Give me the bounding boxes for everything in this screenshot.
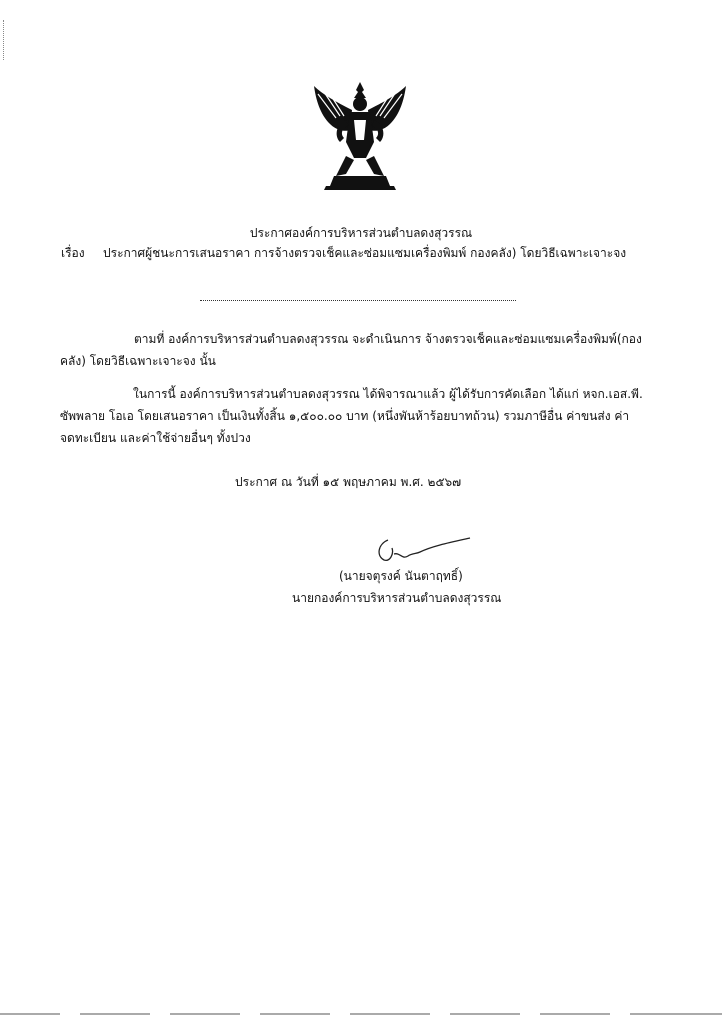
handwritten-signature bbox=[372, 534, 472, 568]
announcement-date: ประกาศ ณ วันที่ ๑๕ พฤษภาคม พ.ศ. ๒๕๖๗ bbox=[235, 475, 462, 489]
dotted-divider bbox=[200, 300, 516, 301]
signatory-position: นายกองค์การบริหารส่วนตำบลดงสุวรรณ bbox=[292, 591, 502, 605]
garuda-emblem-icon bbox=[306, 80, 414, 192]
subject-text: ประกาศผู้ชนะการเสนอราคา การจ้างตรวจเช็คและซ่อมแซมเครื่องพิมพ์ กองคลัง) โดยวิธีเฉพาะเจาะจง bbox=[103, 246, 627, 260]
paragraph-2-line-2: ซัพพลาย โอเอ โดยเสนอราคา เป็นเงินทั้งสิ้น ๑,๕๐๐.๐๐ บาท (หนึ่งพันห้าร้อยบาทถ้วน) รวมภาษีอื่น ค่าขนส่ง ค่า bbox=[60, 409, 630, 423]
paragraph-1-line-1: ตามที่ องค์การบริหารส่วนตำบลดงสุวรรณ จะดำเนินการ จ้างตรวจเช็คและซ่อมแซมเครื่องพิมพ์(กอง bbox=[134, 332, 642, 346]
scan-edge-marks bbox=[0, 1012, 722, 1016]
subject-label: เรื่อง bbox=[61, 246, 85, 260]
paragraph-2-line-3: จดทะเบียน และค่าใช้จ่ายอื่นๆ ทั้งปวง bbox=[60, 431, 251, 445]
scan-edge-marks bbox=[3, 20, 6, 60]
paragraph-1-line-2: คลัง) โดยวิธีเฉพาะเจาะจง นั้น bbox=[60, 354, 216, 368]
paragraph-2-line-1: ในการนี้ องค์การบริหารส่วนตำบลดงสุวรรณ ได้พิจารณาแล้ว ผู้ได้รับการคัดเลือก ได้แก่ หจก.เอส.พี. bbox=[133, 387, 643, 401]
signatory-name: (นายจตุรงค์ นันตาฤทธิ์) bbox=[339, 569, 463, 583]
document-title: ประกาศองค์การบริหารส่วนตำบลดงสุวรรณ bbox=[249, 226, 473, 240]
